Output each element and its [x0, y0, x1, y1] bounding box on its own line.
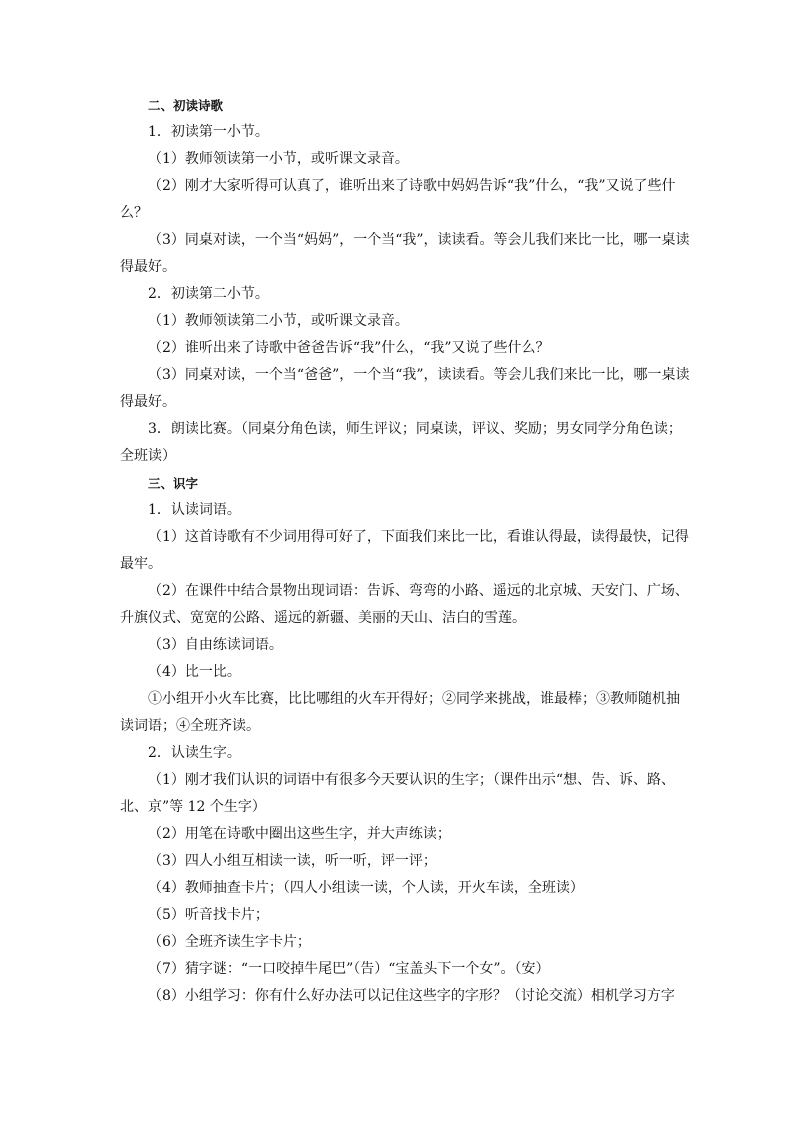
paragraph: （4）教师抽查卡片；（四人小组读一读，个人读，开火车读，全班读） [148, 880, 584, 896]
paragraph: （1）刚才我们认识的词语中有很多今天要认识的生字；（课件出示“想、告、诉、路、北、京”等 12 个生字） [120, 772, 676, 815]
paragraph: （1）教师领读第一小节，或听课文录音。 [148, 151, 409, 167]
paragraph: （7）猜字谜：“一口咬掉牛尾巴”（告）“宝盖头下一个女”。（安） [148, 961, 550, 977]
paragraph: （8）小组学习：你有什么好办法可以记住这些字的字形？（讨论交流）相机学习方字 [148, 988, 675, 1004]
paragraph: （1）教师领读第二小节，或听课文录音。 [148, 313, 409, 329]
paragraph: ①小组开小火车比赛，比比哪组的火车开得好；②同学来挑战，谁最棒；③教师随机抽读词语；④全班齐读。 [120, 691, 680, 734]
paragraph: （2）刚才大家听得可认真了，谁听出来了诗歌中妈妈告诉“我”什么，“我”又说了些什么？ [120, 178, 676, 221]
section-heading: 三、识字 [148, 476, 199, 491]
paragraph: （5）听音找卡片； [148, 907, 269, 923]
paragraph: （3）四人小组互相读一读，听一听，评一评； [148, 853, 437, 869]
paragraph: （6）全班齐读生字卡片； [148, 934, 311, 950]
paragraph: （2）在课件中结合景物出现词语：告诉、弯弯的小路、遥远的北京城、天安门、广场、升旗仪式、宽宽的公路、遥远的新疆、美丽的天山、洁白的雪莲。 [120, 583, 689, 626]
paragraph: （3）同桌对读，一个当“妈妈”，一个当“我”，读读看。等会儿我们来比一比，哪一桌读得最好。 [120, 232, 690, 275]
paragraph: （2）谁听出来了诗歌中爸爸告诉“我”什么，“我”又说了些什么？ [148, 340, 550, 356]
paragraph: 3．朗读比赛。（同桌分角色读，师生评议；同桌读，评议、奖励；男女同学分角色读；全班读） [120, 421, 682, 464]
section-heading: 二、初读诗歌 [148, 98, 224, 113]
paragraph: 1．认读词语。 [148, 502, 241, 518]
paragraph: 1．初读第一小节。 [148, 124, 269, 140]
paragraph: （3）同桌对读，一个当“爸爸”，一个当“我”，读读看。等会儿我们来比一比，哪一桌读得最好。 [120, 367, 690, 410]
document-body [120, 92, 690, 1010]
paragraph: 2．认读生字。 [148, 745, 241, 761]
paragraph: 2．初读第二小节。 [148, 286, 269, 302]
paragraph: （4）比一比。 [148, 664, 241, 680]
paragraph: （3）自由练读词语。 [148, 637, 283, 653]
paragraph: （2）用笔在诗歌中圈出这些生字，并大声练读； [148, 826, 451, 842]
paragraph: （1）这首诗歌有不少词用得可好了，下面我们来比一比，看谁认得最，读得最快，记得最牢。 [120, 529, 689, 572]
